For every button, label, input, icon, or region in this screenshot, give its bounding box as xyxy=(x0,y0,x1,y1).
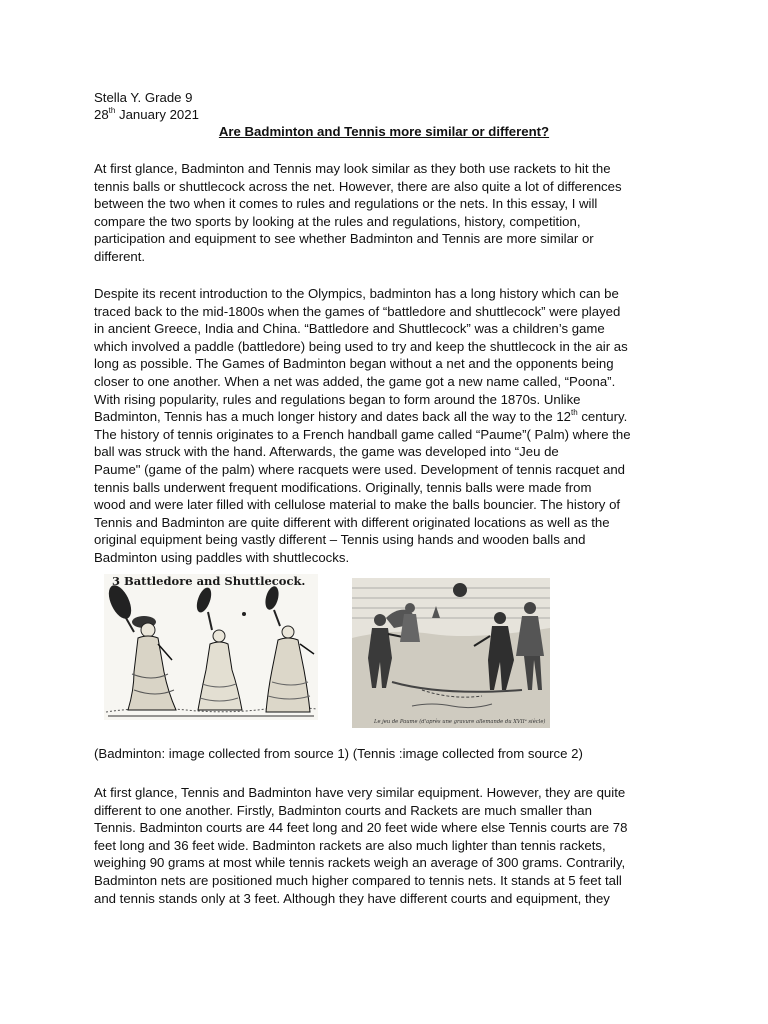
text-line: At first glance, Tennis and Badminton have very similar equipment. However, they are quite xyxy=(94,785,626,800)
text-line: Badminton nets are positioned much higher compared to tennis nets. It stands at 5 feet tall xyxy=(94,872,622,888)
figure-left xyxy=(104,582,176,710)
figure-middle xyxy=(194,586,242,710)
century-sup: th xyxy=(571,407,578,417)
text-line: ball was struck with the hand. Afterwards, the game was developed into “Jeu de xyxy=(94,444,559,460)
text-line: Tennis. Badminton courts are 44 feet long and 20 feet wide where else Tennis courts are 78 xyxy=(94,820,628,836)
jeu-de-paume-engraving xyxy=(352,578,550,728)
text-line: feet long and 36 feet wide. Badminton rackets are also much lighter than tennis rackets, xyxy=(94,837,606,853)
text-line: original equipment being vastly different – Tennis using hands and wooden balls and xyxy=(94,532,586,548)
text-line: Badminton using paddles with shuttlecocks. xyxy=(94,549,350,565)
paragraph-intro xyxy=(94,160,674,266)
text-line: Paume" (game of the palm) where racquets were used. Development of tennis racquet and xyxy=(94,461,626,477)
date-rest: January 2021 xyxy=(115,107,199,122)
text-line: different. xyxy=(94,248,146,264)
text-line: different to one another. Firstly, Badminton courts and Rackets are much smaller than xyxy=(94,802,592,818)
text-line: long as possible. The Games of Badminton began without a net and the opponents being xyxy=(94,356,614,372)
text-line: weighing 90 grams at most while tennis rackets weigh an average of 300 grams. Contrarily, xyxy=(94,855,626,871)
text-line: closer to one another. When a net was added, the game got a new name called, “Poona”. xyxy=(94,373,616,389)
badminton-illustration xyxy=(104,574,318,720)
text-line-century xyxy=(94,408,674,426)
text-line: and tennis stands only at 3 feet. Although they have different courts and equipment, they xyxy=(94,890,610,906)
date-suffix: th xyxy=(108,105,116,115)
image-caption: (Badminton: image collected from source 1) (Tennis :image collected from source 2) xyxy=(94,746,583,761)
text-line: tennis balls or shuttlecock across the net. However, there are also quite a lot of differences xyxy=(94,178,622,194)
figure-right xyxy=(263,585,314,712)
text-line: traced back to the mid-1800s when the games of “battledore and shuttlecock” were played xyxy=(94,303,621,319)
century-text-end: century. xyxy=(577,409,628,425)
text-line: tennis balls underwent frequent modifications. Originally, tennis balls were made from xyxy=(94,479,592,495)
paragraph-history xyxy=(94,285,674,567)
text-line: participation and equipment to see whether Badminton and Tennis are more similar or xyxy=(94,231,594,247)
text-line: Despite its recent introduction to the Olympics, badminton has a long history which can be xyxy=(94,286,619,301)
battledore-engraving xyxy=(104,574,318,720)
text-line: The history of tennis originates to a French handball game called “Paume”( Palm) where the xyxy=(94,426,631,442)
essay-title: Are Badminton and Tennis more similar or different? xyxy=(218,124,550,139)
text-line: At first glance, Badminton and Tennis may look similar as they both use rackets to hit the xyxy=(94,161,611,176)
text-line: which involved a paddle (battledore) being used to try and keep the shuttlecock in the air as xyxy=(94,338,628,354)
date-day: 28 xyxy=(94,107,109,122)
date-line xyxy=(94,106,199,124)
illustration-title: 3 Battledore and Shuttlecock. xyxy=(112,574,306,588)
text-line: Tennis and Badminton are quite different with different originated locations as well as the xyxy=(94,514,610,530)
tennis-illustration xyxy=(352,578,550,728)
text-line: in ancient Greece, India and China. “Battledore and Shuttlecock” was a children’s game xyxy=(94,321,605,337)
text-line: between the two when it comes to rules and regulations or the nets. In this essay, I will xyxy=(94,196,598,212)
text-line: compare the two sports by looking at the rules and regulations, history, competition, xyxy=(94,213,581,229)
text-line: With rising popularity, rules and regulations began to form around the 1870s. Unlike xyxy=(94,391,581,407)
paragraph-equipment xyxy=(94,784,674,907)
author-line: Stella Y. Grade 9 xyxy=(94,90,193,105)
illustration-caption: Le jeu de Paume (d'après une gravure allemande du XVIIᵉ siècle) xyxy=(374,719,546,725)
text-line: wood and were later filled with cellulose material to make the balls bouncier. The history of xyxy=(94,497,621,513)
century-text: Badminton, Tennis has a much longer history and dates back all the way to the 12 xyxy=(94,409,571,425)
